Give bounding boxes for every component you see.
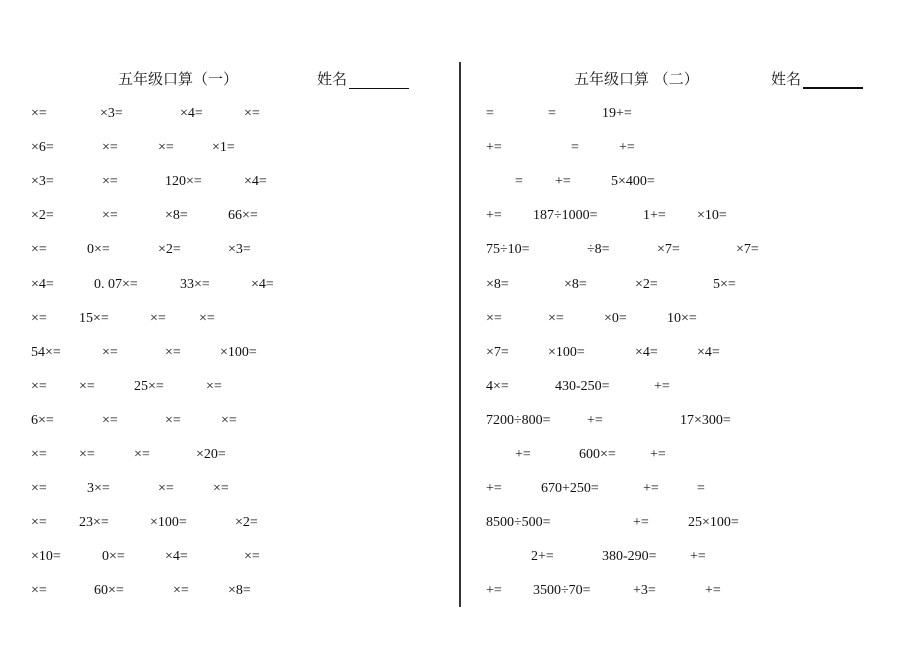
right-problem: = [697,481,705,497]
right-problem: 3500÷70= [533,583,591,599]
left-problem: ×4= [31,276,54,292]
left-problem: 0×= [87,242,110,258]
left-problem: 6×= [31,412,54,428]
right-problem: ×100= [548,344,585,360]
left-problem: ×= [31,242,47,258]
left-problem: ×100= [220,344,257,360]
left-problem: ×= [213,481,229,497]
left-problem: 54×= [31,344,61,360]
left-problem: 23×= [79,515,109,531]
left-problem: ×4= [165,549,188,565]
right-problem: ×7= [736,242,759,258]
right-problem: +3= [633,583,656,599]
right-problem: 7200÷800= [486,412,551,428]
right-problem: += [705,583,721,599]
left-name-field[interactable] [317,68,409,89]
right-problem: 187÷1000= [533,208,598,224]
left-problem: ×= [244,106,260,121]
right-problem: += [486,208,502,224]
left-problem: ×= [102,174,118,190]
page-divider [459,62,461,607]
left-problem: ×= [158,140,174,156]
left-problem: 25×= [134,378,164,394]
right-problem: += [643,481,659,497]
right-problem: += [486,140,502,156]
right-problem: ×2= [635,276,658,292]
left-problem: ×3= [228,242,251,258]
left-problem: ×= [79,447,95,462]
left-problem: ×= [31,310,47,326]
right-problem: = [486,106,494,121]
right-problem: 75÷10= [486,242,530,258]
left-problem: ×100= [150,515,187,531]
left-problem: ×= [102,344,118,360]
right-problem: ×8= [564,276,587,292]
left-problem: ×= [31,481,47,497]
right-problem: += [654,378,670,394]
right-name-label: 姓名 [771,70,802,88]
left-problem: ×1= [212,140,235,156]
left-name-label: 姓名 [317,70,348,88]
right-problem: += [555,174,571,190]
left-problem: ×= [244,549,260,565]
left-problem: 60×= [94,583,124,599]
left-problem: 0. 07×= [94,276,138,292]
right-problem: ×0= [604,310,627,326]
right-problem: 430-250= [555,378,610,394]
left-problem: ×8= [165,208,188,224]
right-problem: 19+= [602,106,632,121]
left-problem: ×= [31,378,47,394]
left-problem: ×= [134,447,150,462]
right-name-field[interactable] [771,68,863,89]
left-problem: ×2= [31,208,54,224]
left-problem: ×= [173,583,189,599]
right-problem: += [633,515,649,531]
right-problem: 5×= [713,276,736,292]
left-title: 五年级口算（一） [118,70,239,88]
left-problem: 66×= [228,208,258,224]
right-problem: = [571,140,579,156]
left-problem: ×= [31,515,47,531]
right-problem: ×= [548,310,564,326]
right-problem: += [650,447,666,462]
right-title: 五年级口算 （二） [574,70,699,88]
left-problem: 0×= [102,549,125,565]
left-problem: ×20= [196,447,226,462]
left-problem: ×3= [31,174,54,190]
right-problem: ×= [486,310,502,326]
left-problem: ×= [165,344,181,360]
right-problem: = [515,174,523,190]
right-problem: += [690,549,706,565]
right-problem: ×8= [486,276,509,292]
left-problem: ×= [150,310,166,326]
left-problem: ×= [102,208,118,224]
left-problem: ×= [206,378,222,394]
left-problem: ×= [79,378,95,394]
left-problem: 120×= [165,174,202,190]
left-problem: ×= [158,481,174,497]
right-problem: += [619,140,635,156]
left-problem: ×= [102,140,118,156]
left-problem: ×2= [158,242,181,258]
right-problem: ×10= [697,208,727,224]
right-problem: 2+= [531,549,554,565]
right-problem: 600×= [579,447,616,462]
left-problem: ×4= [251,276,274,292]
left-problem: ×= [221,412,237,428]
right-problem: ×4= [697,344,720,360]
left-problem: ×= [31,106,47,121]
right-problem: 1+= [643,208,666,224]
left-problem: ×3= [100,106,123,121]
right-problem: = [548,106,556,121]
right-problem: 5×400= [611,174,655,190]
left-problem: ×= [165,412,181,428]
right-problem: 17×300= [680,412,731,428]
left-problem: ×= [31,583,47,599]
left-name-blank[interactable] [349,73,409,89]
right-name-blank[interactable] [803,72,863,89]
right-problem: 4×= [486,378,509,394]
left-problem: ×= [31,447,47,462]
left-problem: 33×= [180,276,210,292]
left-problem: ×4= [244,174,267,190]
left-problem: ×2= [235,515,258,531]
right-problem: += [587,412,603,428]
right-problem: += [486,481,502,497]
right-problem: 8500÷500= [486,515,551,531]
right-problem: ×4= [635,344,658,360]
right-problem: 380-290= [602,549,657,565]
left-problem: 3×= [87,481,110,497]
right-problem: ÷8= [587,242,610,258]
right-problem: ×7= [657,242,680,258]
left-problem: ×6= [31,140,54,156]
right-problem: += [515,447,531,462]
left-problem: ×4= [180,106,203,121]
left-problem: ×10= [31,549,61,565]
left-problem: ×8= [228,583,251,599]
right-problem: 10×= [667,310,697,326]
right-problem: 670+250= [541,481,599,497]
left-problem: ×= [199,310,215,326]
right-problem: 25×100= [688,515,739,531]
left-problem: 15×= [79,310,109,326]
right-problem: ×7= [486,344,509,360]
right-problem: += [486,583,502,599]
left-problem: ×= [102,412,118,428]
